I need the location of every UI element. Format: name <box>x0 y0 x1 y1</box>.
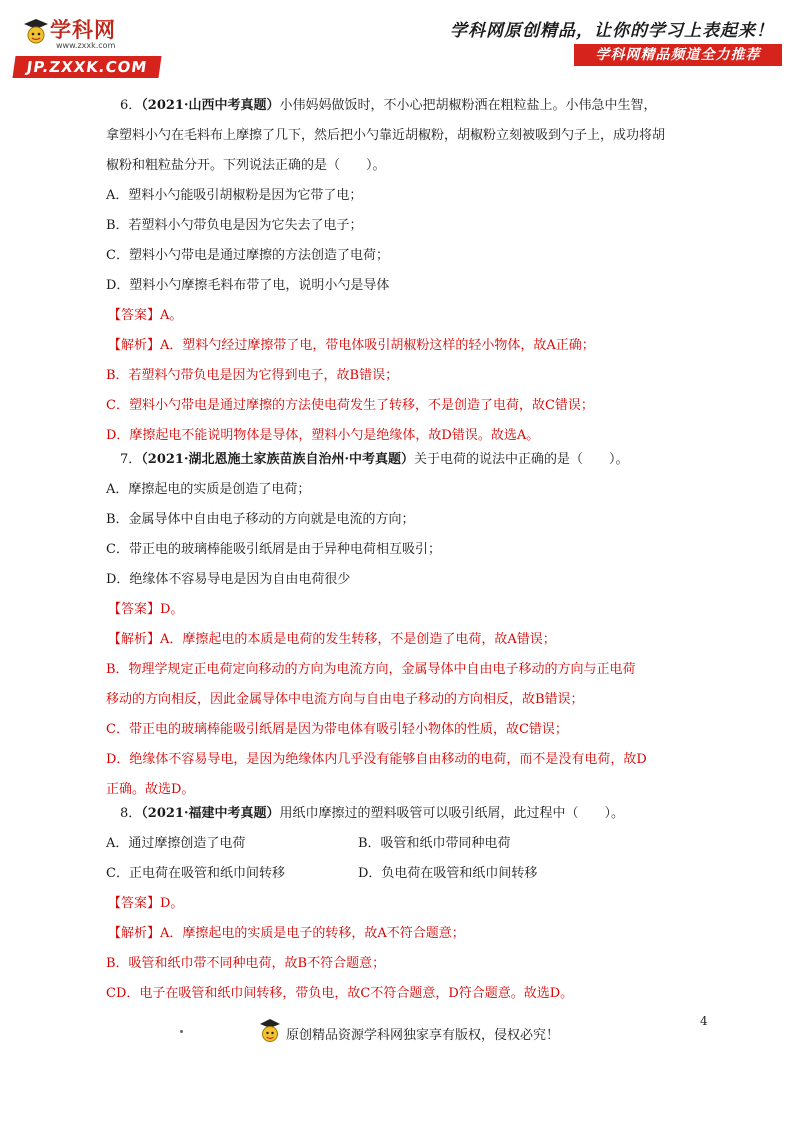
analysis-line: 【解析】A．摩擦起电的本质是电荷的发生转移，不是创造了电荷，故A错误； <box>108 632 556 647</box>
analysis-line: 【解析】A．摩擦起电的实质是电子的转移，故A不符合题意； <box>108 926 465 941</box>
mascot-icon <box>22 18 50 48</box>
question-7-stem-line: 7．（2021·湖北恩施土家族苗族自治州·中考真题）关于电荷的说法中正确的是（ ）。 <box>120 452 629 467</box>
mascot-icon <box>258 1018 282 1046</box>
analysis-line: 正确。故选D。 <box>106 782 195 797</box>
answer: 【答案】D。 <box>108 896 184 911</box>
page-number: 4 <box>700 1014 708 1028</box>
answer: 【答案】D。 <box>108 602 184 617</box>
analysis-line: B．若塑料勺带负电是因为它得到电子，故B错误； <box>106 368 399 383</box>
analysis-line: D．绝缘体不容易导电，是因为绝缘体内几乎没有能够自由移动的电荷，而不是没有电荷，故D <box>106 752 647 767</box>
analysis-line: B．物理学规定正电荷定向移动的方向为电流方向，金属导体中自由电子移动的方向与正电荷 <box>106 662 636 677</box>
analysis-line: C．带正电的玻璃棒能吸引纸屑是因为带电体有吸引轻小物体的性质，故C错误； <box>106 722 568 737</box>
option: C．带正电的玻璃棒能吸引纸屑是由于异种电荷相互吸引； <box>106 542 441 557</box>
header-slogan: 学科网原创精品，让你的学习上表起来！ <box>450 21 774 41</box>
option: B．金属导体中自由电子移动的方向就是电流的方向； <box>106 512 415 527</box>
copyright-notice: 原创精品资源学科网独家享有版权，侵权必究！ <box>286 1028 560 1043</box>
site-plate: JP.ZXXK.COM <box>12 56 161 78</box>
brand-name: 学科网 <box>50 18 116 42</box>
option: B．吸管和纸巾带同种电荷 <box>358 836 511 851</box>
option: C．塑料小勺带电是通过摩擦的方法创造了电荷； <box>106 248 389 263</box>
analysis-line: 移动的方向相反，因此金属导体中电流方向与自由电子移动的方向相反，故B错误； <box>106 692 584 707</box>
option: A．通过摩擦创造了电荷 <box>106 836 246 851</box>
analysis-line: D．摩擦起电不能说明物体是导体，塑料小勺是绝缘体，故D错误。故选A。 <box>106 428 540 443</box>
site-url: www.zxxk.com <box>56 41 116 50</box>
question-6-stem-line: 6．（2021·山西中考真题）小伟妈妈做饭时，不小心把胡椒粉洒在粗粒盐上。小伟急中生智， <box>120 98 657 113</box>
analysis-line: 【解析】A．塑料勺经过摩擦带了电，带电体吸引胡椒粉这样的轻小物体，故A正确； <box>108 338 595 353</box>
answer: 【答案】A。 <box>108 308 183 323</box>
analysis-line: B．吸管和纸巾带不同种电荷，故B不符合题意； <box>106 956 386 971</box>
recommend-banner: 学科网精品频道全力推荐 <box>574 44 782 66</box>
option: D．绝缘体不容易导电是因为自由电荷很少 <box>106 572 351 587</box>
question-8-stem-line: 8．（2021·福建中考真题）用纸巾摩擦过的塑料吸管可以吸引纸屑，此过程中（ ）。 <box>120 806 625 821</box>
option: B．若塑料小勺带负电是因为它失去了电子； <box>106 218 363 233</box>
option: A．摩擦起电的实质是创造了电荷； <box>106 482 311 497</box>
option: A．塑料小勺能吸引胡椒粉是因为它带了电； <box>106 188 363 203</box>
question-6-stem-line: 拿塑料小勺在毛料布上摩擦了几下，然后把小勺靠近胡椒粉，胡椒粉立刻被吸到勺子上，成功将胡 <box>106 128 666 143</box>
footer-dot <box>180 1030 183 1033</box>
zxxk-logo <box>14 12 164 76</box>
analysis-line: C．塑料小勺带电是通过摩擦的方法使电荷发生了转移，不是创造了电荷，故C错误； <box>106 398 594 413</box>
question-6-stem-line: 椒粉和粗粒盐分开。下列说法正确的是（ ）。 <box>106 158 386 173</box>
footer <box>258 1018 588 1048</box>
option: D．塑料小勺摩擦毛料布带了电，说明小勺是导体 <box>106 278 390 293</box>
analysis-line: CD．电子在吸管和纸巾间转移，带负电，故C不符合题意，D符合题意。故选D。 <box>106 986 574 1001</box>
option: D．负电荷在吸管和纸巾间转移 <box>358 866 538 881</box>
option: C．正电荷在吸管和纸巾间转移 <box>106 866 285 881</box>
